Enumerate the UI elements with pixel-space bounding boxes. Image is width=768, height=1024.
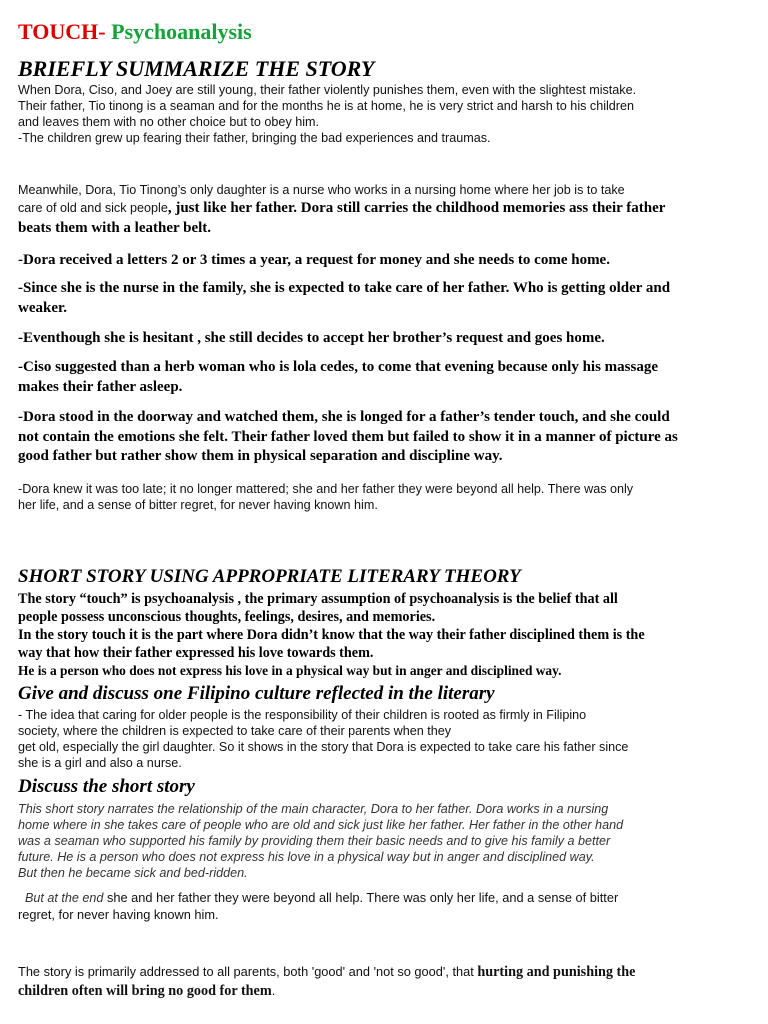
text-line: -Since she is the nurse in the family, she is expected to take care of her father. Who is getting older and [18, 280, 671, 296]
text-line [18, 962, 752, 981]
document-title [18, 19, 252, 45]
text-bold: , just like her father. Dora still carries the childhood memories ass their father [167, 200, 666, 216]
text-line: The story “touch” is psychoanalysis , the primary assumption of psychoanalysis is the belief that all [18, 591, 618, 607]
text-bold: children often will bring no good for them [18, 983, 272, 999]
text-line: makes their father asleep. [18, 378, 183, 395]
text-line: regret, for never having known him. [18, 907, 219, 922]
text-plain: . [271, 983, 276, 998]
text-line: In the story touch it is the part where Dora didn’t know that the way their father disciplined them is the [18, 627, 645, 643]
text-plain: care of old and sick people [18, 201, 168, 215]
summary-closing [18, 481, 752, 513]
bullet-herb-woman [18, 358, 752, 397]
filipino-culture-body [18, 707, 752, 771]
text-line: -Ciso suggested than a herb woman who is lola cedes, to come that evening because only his massage [18, 359, 659, 375]
text-line: Meanwhile, Dora, Tio Tinong’s only daughter is a nurse who works in a nursing home where her job is to take [18, 183, 625, 197]
text-line: not contain the emotions she felt. Their father loved them but failed to show it in a manner of picture as [18, 428, 678, 445]
text-line: and leaves them with no other choice but to obey him. [18, 115, 320, 129]
literary-theory-heading: SHORT STORY USING APPROPRIATE LITERARY THEORY [18, 566, 521, 587]
final-paragraph [18, 962, 752, 1000]
text-line: -Dora knew it was too late; it no longer mattered; she and her father they were beyond all help. There was only [18, 482, 634, 496]
text-line: -Eventhough she is hesitant , she still decides to accept her brother’s request and goes home. [18, 330, 605, 346]
text-line: was a seaman who supported his family by providing them their basic needs and to give his family a better [18, 834, 611, 848]
text-italic: But at the end [18, 891, 104, 905]
text-line: But then he became sick and bed-ridden. [18, 866, 248, 880]
title-psychoanalysis: Psychoanalysis [105, 19, 252, 44]
text-line [18, 198, 752, 219]
text-line: she is a girl and also a nurse. [18, 756, 182, 770]
text-line: home where in she takes care of people who are old and sick just like her father. Her father in the other hand [18, 818, 624, 832]
bullet-received-letters [18, 251, 752, 271]
text-line: This short story narrates the relationship of the main character, Dora to her father. Dora works in a nursing [18, 802, 609, 816]
text-line: -Dora stood in the doorway and watched them, she is longed for a father’s tender touch, and she could [18, 409, 670, 425]
summary-paragraph-2 [18, 182, 752, 238]
text-line: -The children grew up fearing their father, bringing the bad experiences and traumas. [18, 131, 491, 145]
text-line: When Dora, Ciso, and Joey are still young, their father violently punishes them, even with the slightest mistake. [18, 83, 637, 97]
discuss-story-body [18, 801, 752, 881]
title-touch: TOUCH- [18, 19, 106, 44]
text-line: way that how their father expressed his love towards them. [18, 645, 374, 661]
text-line: her life, and a sense of bitter regret, for never having known him. [18, 498, 378, 512]
text-line: good father but rather show them in physical separation and discipline way. [18, 448, 503, 464]
filipino-culture-heading: Give and discuss one Filipino culture reflected in the literary [18, 683, 495, 704]
bullet-nurse-in-family [18, 279, 752, 318]
text-line: Their father, Tio tinong is a seaman and for the months he is at home, he is very strict and harsh to his children [18, 99, 635, 113]
text-line: get old, especially the girl daughter. So it shows in the story that Dora is expected to take care his father since [18, 740, 629, 754]
text-line: weaker. [18, 299, 68, 316]
text-bold: hurting and punishing the [477, 964, 636, 980]
discuss-story-heading: Discuss the short story [18, 776, 195, 797]
bullet-doorway [18, 408, 752, 467]
bullet-hesitant [18, 329, 752, 349]
text-line [18, 889, 752, 906]
text-plain: The story is primarily addressed to all parents, both 'good' and 'not so good', that [18, 964, 478, 979]
text-line: future. He is a person who does not express his love in a physical way but in anger and disciplined way. [18, 850, 595, 864]
literary-theory-body [18, 590, 752, 679]
text-plain: she and her father they were beyond all help. There was only her life, and a sense of bitter [103, 890, 619, 905]
text-line: beats them with a leather belt. [18, 219, 212, 236]
summary-heading: BRIEFLY SUMMARIZE THE STORY [18, 56, 375, 81]
text-line: - The idea that caring for older people is the responsibility of their children is rooted as firmly in Filipino [18, 708, 587, 722]
text-line: people possess unconscious thoughts, feelings, desires, and memories. [18, 609, 436, 625]
text-line [18, 981, 752, 1000]
summary-paragraph-1 [18, 82, 752, 146]
text-line: He is a person who does not express his love in a physical way but in anger and disciplined way. [18, 663, 562, 678]
text-line: society, where the children is expected to take care of their parents when they [18, 724, 452, 738]
text-line: -Dora received a letters 2 or 3 times a year, a request for money and she needs to come home. [18, 252, 610, 268]
discuss-story-ending [18, 889, 752, 923]
